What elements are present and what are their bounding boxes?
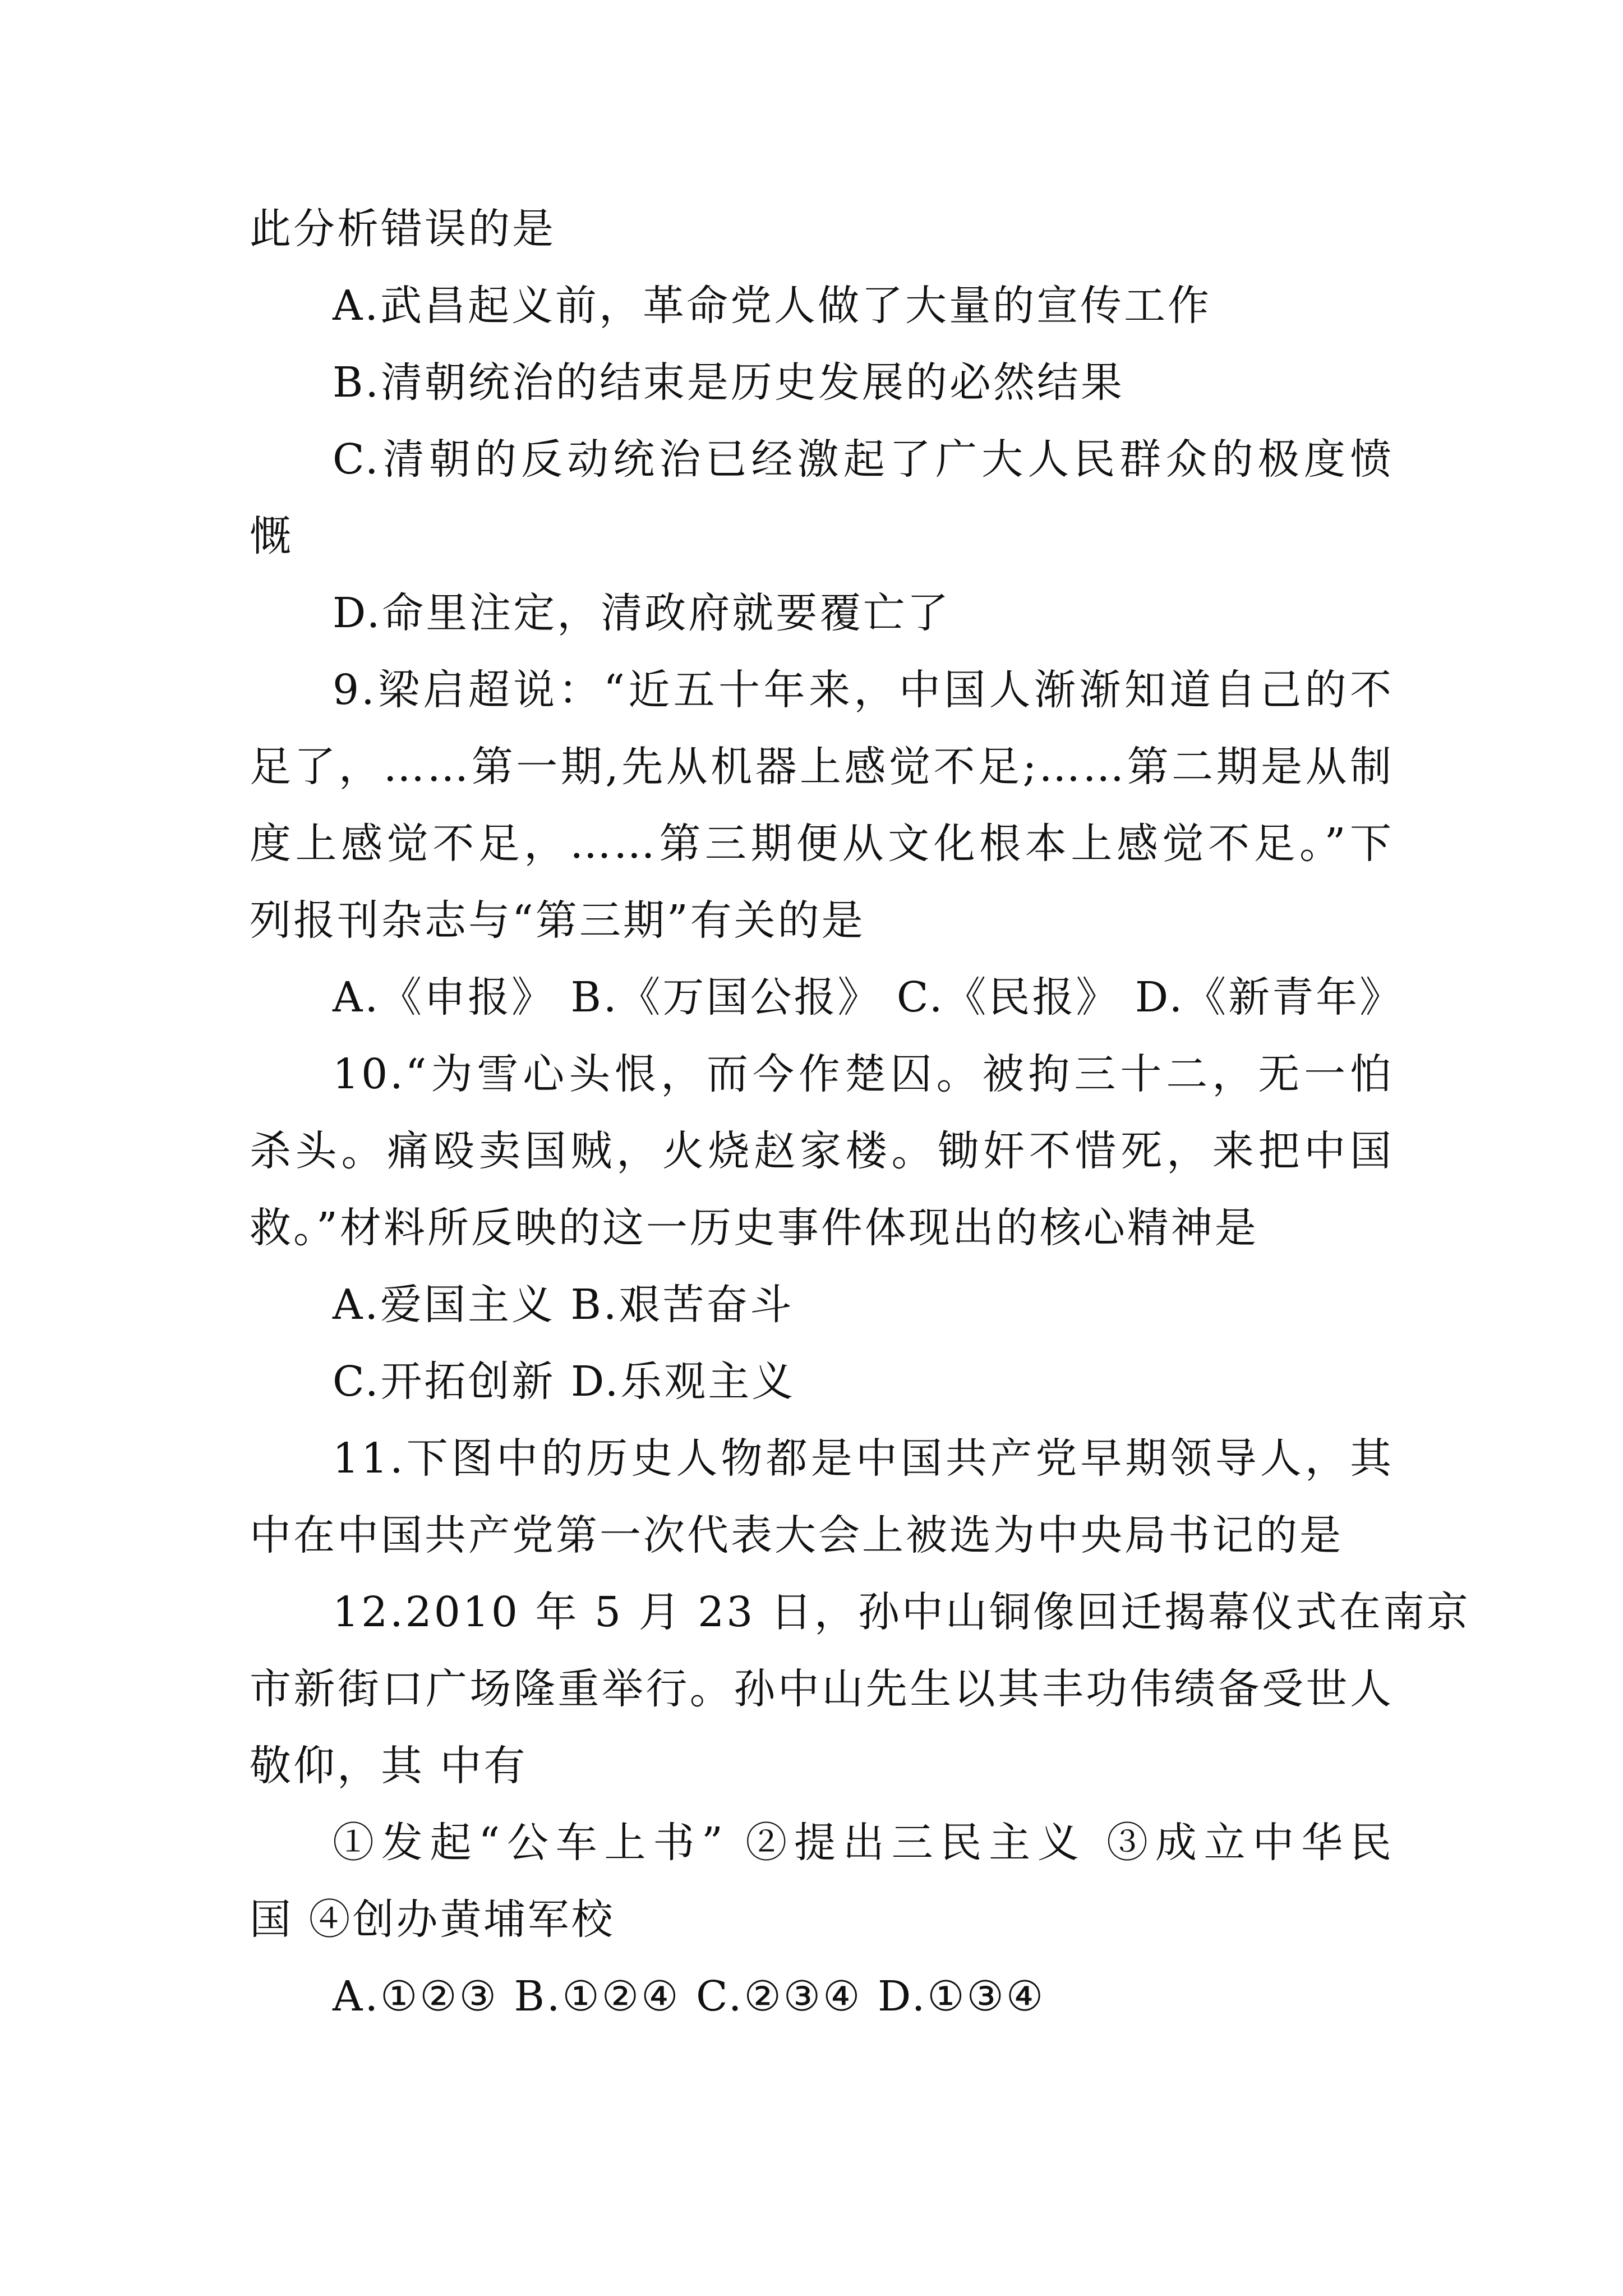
question-12-items: ①发起“公车上书” ②提出三民主义 ③成立中华民 xyxy=(333,1819,1394,1867)
question-10-options: C.开拓创新 D.乐观主义 xyxy=(333,1358,796,1406)
option-line: D.命里注定，清政府就要覆亡了 xyxy=(333,589,951,637)
option-line: A.武昌起义前，革命党人做了大量的宣传工作 xyxy=(333,282,1211,330)
question-12-line: 敬仰，其 中有 xyxy=(250,1742,528,1790)
question-11-line: 中在中国共产党第一次代表大会上被选为中央局书记的是 xyxy=(250,1511,1343,1559)
document-body xyxy=(250,191,1470,2035)
question-10-line: 救。”材料所反映的这一历史事件体现出的核心精神是 xyxy=(250,1204,1258,1252)
question-12-line: 12.2010 年 5 月 23 日，孙中山铜像回迁揭幕仪式在南京 xyxy=(333,1588,1470,1636)
question-12-items: 国 ④创办黄埔军校 xyxy=(250,1895,615,1944)
question-10-line: 10.“为雪心头恨，而今作楚囚。被拘三十二，无一怕 xyxy=(333,1050,1394,1098)
option-line: C.清朝的反动统治已经激起了广大人民群众的极度愤 xyxy=(333,435,1394,484)
option-line: B.清朝统治的结束是历史发展的必然结果 xyxy=(333,358,1124,407)
question-10-options: A.爱国主义 B.艰苦奋斗 xyxy=(333,1281,794,1329)
question-12-options: A.①②③ B.①②④ C.②③④ D.①③④ xyxy=(333,1972,1046,2021)
question-9-line: 足了，……第一期,先从机器上感觉不足;……第二期是从制 xyxy=(250,743,1394,791)
question-9-line: 9.梁启超说：“近五十年来，中国人渐渐知道自己的不 xyxy=(333,666,1394,714)
question-12-line: 市新街口广场隆重举行。孙中山先生以其丰功伟绩备受世人 xyxy=(250,1665,1394,1713)
question-9-line: 度上感觉不足，……第三期便从文化根本上感觉不足。”下 xyxy=(250,820,1394,868)
text-line: 此分析错误的是 xyxy=(250,205,556,253)
question-9-line: 列报刊杂志与“第三期”有关的是 xyxy=(250,896,865,945)
question-9-options: A.《申报》 B.《万国公报》 C.《民报》 D.《新青年》 xyxy=(333,973,1404,1022)
question-10-line: 杀头。痛殴卖国贼，火烧赵家楼。锄奸不惜死，来把中国 xyxy=(250,1127,1394,1175)
question-11-line: 11.下图中的历史人物都是中国共产党早期领导人，其 xyxy=(333,1434,1394,1483)
text-line: 慨 xyxy=(250,512,293,560)
